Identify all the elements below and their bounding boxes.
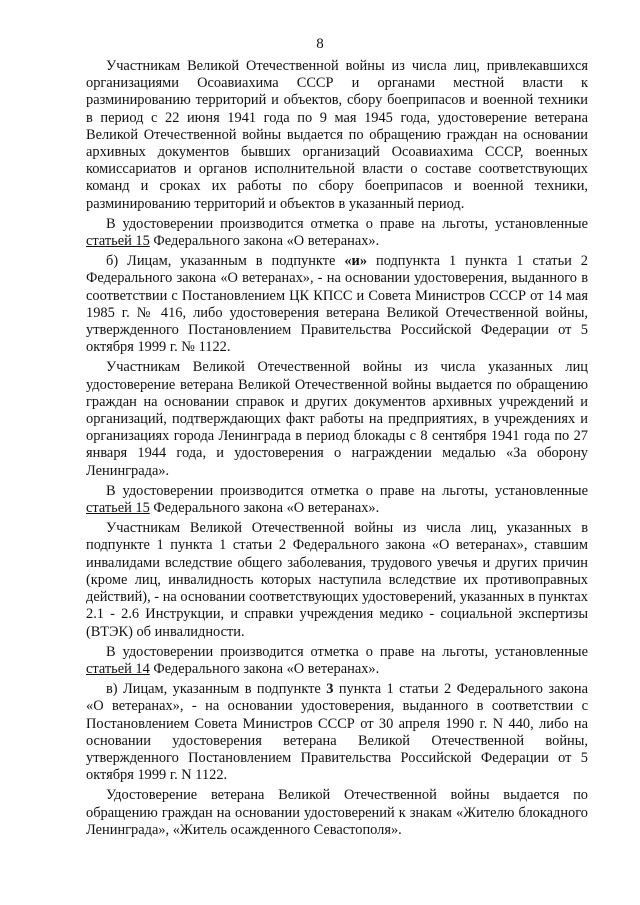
bold-subpoint: «и»	[344, 253, 368, 270]
text-run: В удостоверении производится отметка о праве на льготы, установленные	[106, 215, 588, 232]
paragraph-osoaviakhim-veterans: Участникам Великой Отечественной войны из числа лиц, привлекавшихся организациями Осоавиахима СССР и органами местной власти к разминированию территорий и объектов, сбору боеприпасов и военной техники в период с 22 июня 1941 года по 9 мая 1945 года, удостоверение ветерана Великой Отечественной войны выдается по обращению граждан на основании архивных документов бывших организаций Осоавиахима СССР, военных комиссариатов и органов исполнительной власти о составе соответствующих команд и сроках их работы по сбору боеприпасов и военной техники, разминированию территорий и объектов в указанный период.	[86, 58, 588, 212]
text-run: б) Лицам, указанным в подпункте	[106, 253, 345, 270]
text-run: В удостоверении производится отметка о праве на льготы, установленные	[106, 482, 588, 499]
text-run: пункта 1 статьи 2 Федерального закона «О ветеранах», - на основании удостоверения, выданного в соответствии с Постановлением Совета Министров СССР от 30 апреля 1990 г. N 440, либо на основании удостоверения ветерана Великой Отечественной войны, утвержденного Постановлением Правительства Российской Федерации от 5 октября 1999 г. N 1122.	[86, 681, 589, 784]
paragraph-benefits-mark	[86, 483, 588, 517]
law-article-link[interactable]: статьей 14	[86, 660, 150, 677]
law-article-link[interactable]: статьей 15	[86, 500, 150, 517]
text-run: В удостоверении производится отметка о праве на льготы, установленные	[106, 643, 588, 660]
text-run: Федерального закона «О ветеранах».	[149, 500, 380, 517]
text-run: Федерального закона «О ветеранах».	[149, 660, 380, 677]
text-run: в) Лицам, указанным в подпункте	[106, 681, 327, 698]
text-run: Федерального закона «О ветеранах».	[149, 233, 380, 250]
paragraph-leningrad-blockade-workers: Участникам Великой Отечественной войны из числа указанных лиц удостоверение ветерана Великой Отечественной войны выдается по обращению граждан на основании справок и других документов архивных учреждений и организаций, подтверждающих факт работы на предприятиях, в учреждениях и организациях города Ленинграда в период блокады с 8 сентября 1941 года по 27 января 1944 года, и удостоверения о награждении медалью «За оборону Ленинграда».	[86, 359, 588, 479]
law-article-link[interactable]: статьей 15	[86, 233, 150, 250]
bold-subpoint: 3	[326, 681, 334, 698]
paragraph-subitem-b	[86, 253, 588, 356]
paragraph-benefits-mark	[86, 216, 588, 250]
paragraph-disabled-veterans: Участникам Великой Отечественной войны из числа лиц, указанных в подпункте 1 пункта 1 статьи 2 Федерального закона «О ветеранах», ставшим инвалидами вследствие общего заболевания, трудового увечья и других причин (кроме лиц, инвалидность которых наступила вследствие их противоправных действий), - на основании соответствующих удостоверений, указанных в пунктах 2.1 - 2.6 Инструкции, и справки учреждения медико - социальной экспертизы (ВТЭК) об инвалидности.	[86, 520, 588, 640]
paragraph-subitem-v	[86, 681, 588, 784]
page-number: 8	[316, 36, 324, 52]
document-body	[86, 58, 588, 842]
paragraph-benefits-mark	[86, 644, 588, 678]
text-run: подпункта 1 пункта 1 статьи 2 Федерального закона «О ветеранах», - на основании удостоверения, выданного в соответствии с Постановлением ЦК КПСС и Совета Министров СССР от 14 мая 1985 г. № 416, либо удостоверения ветерана Великой Отечественной войны, утвержденного Постановлением Правительства Российской Федерации от 5 октября 1999 г. № 1122.	[86, 253, 588, 356]
paragraph-blockade-badge-holders: Удостоверение ветерана Великой Отечественной войны выдается по обращению граждан на основании удостоверений к знакам «Жителю блокадного Ленинграда», «Житель осажденного Севастополя».	[86, 787, 588, 838]
